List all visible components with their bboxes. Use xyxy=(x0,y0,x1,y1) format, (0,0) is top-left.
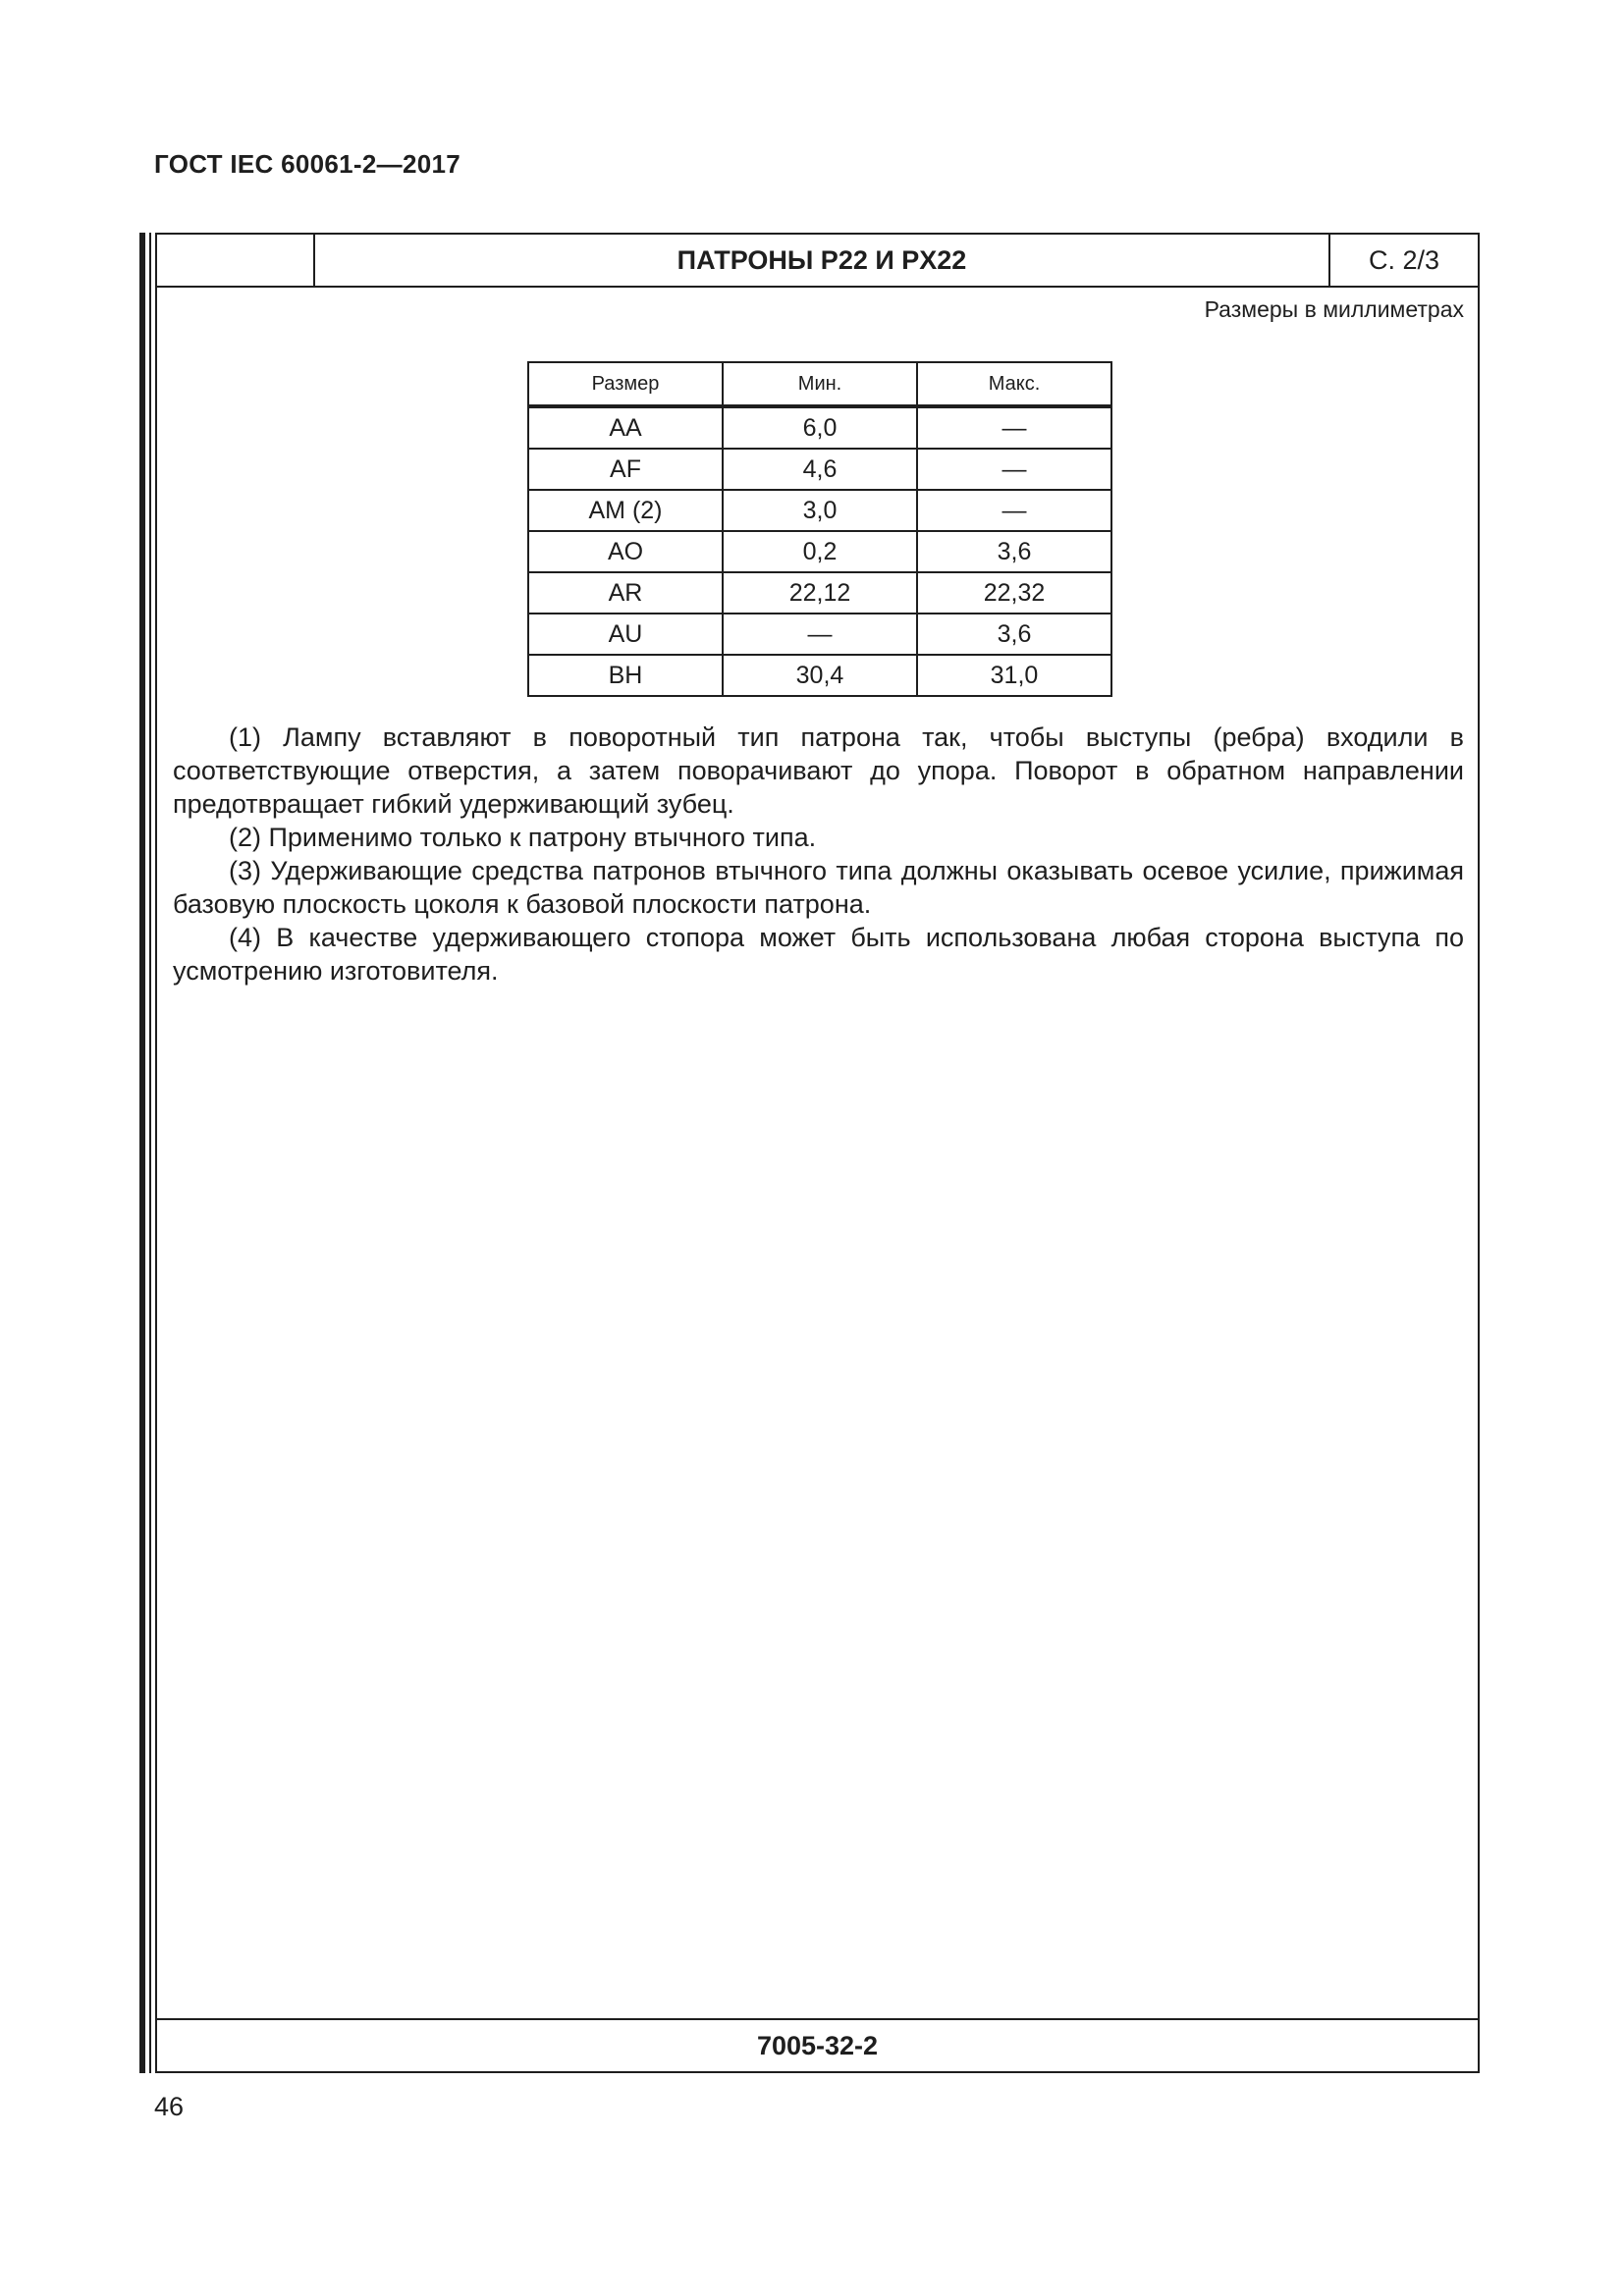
table-row xyxy=(528,449,1111,490)
table-row xyxy=(528,572,1111,614)
cell-size: AF xyxy=(528,449,723,490)
cell-min: 4,6 xyxy=(723,449,917,490)
notes-section xyxy=(173,721,1464,988)
cell-max: 3,6 xyxy=(917,614,1111,655)
cell-size: AA xyxy=(528,406,723,449)
sheet-frame xyxy=(155,233,1480,2073)
cell-max: — xyxy=(917,490,1111,531)
cell-min: 22,12 xyxy=(723,572,917,614)
column-header-min: Мин. xyxy=(723,362,917,406)
sheet-title-row xyxy=(157,235,1478,288)
cell-max: — xyxy=(917,449,1111,490)
cell-size: AU xyxy=(528,614,723,655)
table-row xyxy=(528,490,1111,531)
cell-min: 0,2 xyxy=(723,531,917,572)
table-row xyxy=(528,655,1111,696)
table-row xyxy=(528,531,1111,572)
table-row xyxy=(528,406,1111,449)
cell-max: 31,0 xyxy=(917,655,1111,696)
cell-min: 3,0 xyxy=(723,490,917,531)
units-note: Размеры в миллиметрах xyxy=(1204,296,1464,322)
document-code: ГОСТ IEC 60061-2—2017 xyxy=(154,149,460,179)
dimensions-table xyxy=(527,361,1112,697)
page-number: 46 xyxy=(154,2092,185,2121)
cell-max: — xyxy=(917,406,1111,449)
table-row xyxy=(528,614,1111,655)
title-cell-empty xyxy=(157,235,315,286)
column-header-max: Макс. xyxy=(917,362,1111,406)
cell-size: BH xyxy=(528,655,723,696)
cell-size: AM (2) xyxy=(528,490,723,531)
cell-max: 3,6 xyxy=(917,531,1111,572)
note-paragraph: (2) Применимо только к патрону втычного типа. xyxy=(229,823,817,852)
note-paragraph: (3) Удерживающие средства патронов втычного типа должны оказывать осевое усилие, прижимая базовую плоскость цоколя к базовой плоскости патрона. xyxy=(173,856,1464,919)
left-border-rule-thick xyxy=(139,233,145,2073)
sheet-title: ПАТРОНЫ P22 И PX22 xyxy=(315,235,1330,286)
left-border-rule-thin xyxy=(149,233,151,2073)
note-paragraph: (1) Лампу вставляют в поворотный тип патрона так, чтобы выступы (ребра) входили в соответствующие отверстия, а затем поворачивают до упора. Поворот в обратном направлении предотвращает гибкий удерживающий зубец. xyxy=(173,722,1464,819)
sheet-footer-code: 7005-32-2 xyxy=(157,2018,1478,2071)
cell-size: AR xyxy=(528,572,723,614)
cell-min: 6,0 xyxy=(723,406,917,449)
table-header-row xyxy=(528,362,1111,406)
sheet-number: С. 2/3 xyxy=(1368,244,1440,275)
cell-min: — xyxy=(723,614,917,655)
cell-max: 22,32 xyxy=(917,572,1111,614)
cell-min: 30,4 xyxy=(723,655,917,696)
note-paragraph: (4) В качестве удерживающего стопора может быть использована любая сторона выступа по усмотрению изготовителя. xyxy=(173,923,1464,986)
cell-size: AO xyxy=(528,531,723,572)
column-header-size: Размер xyxy=(528,362,723,406)
